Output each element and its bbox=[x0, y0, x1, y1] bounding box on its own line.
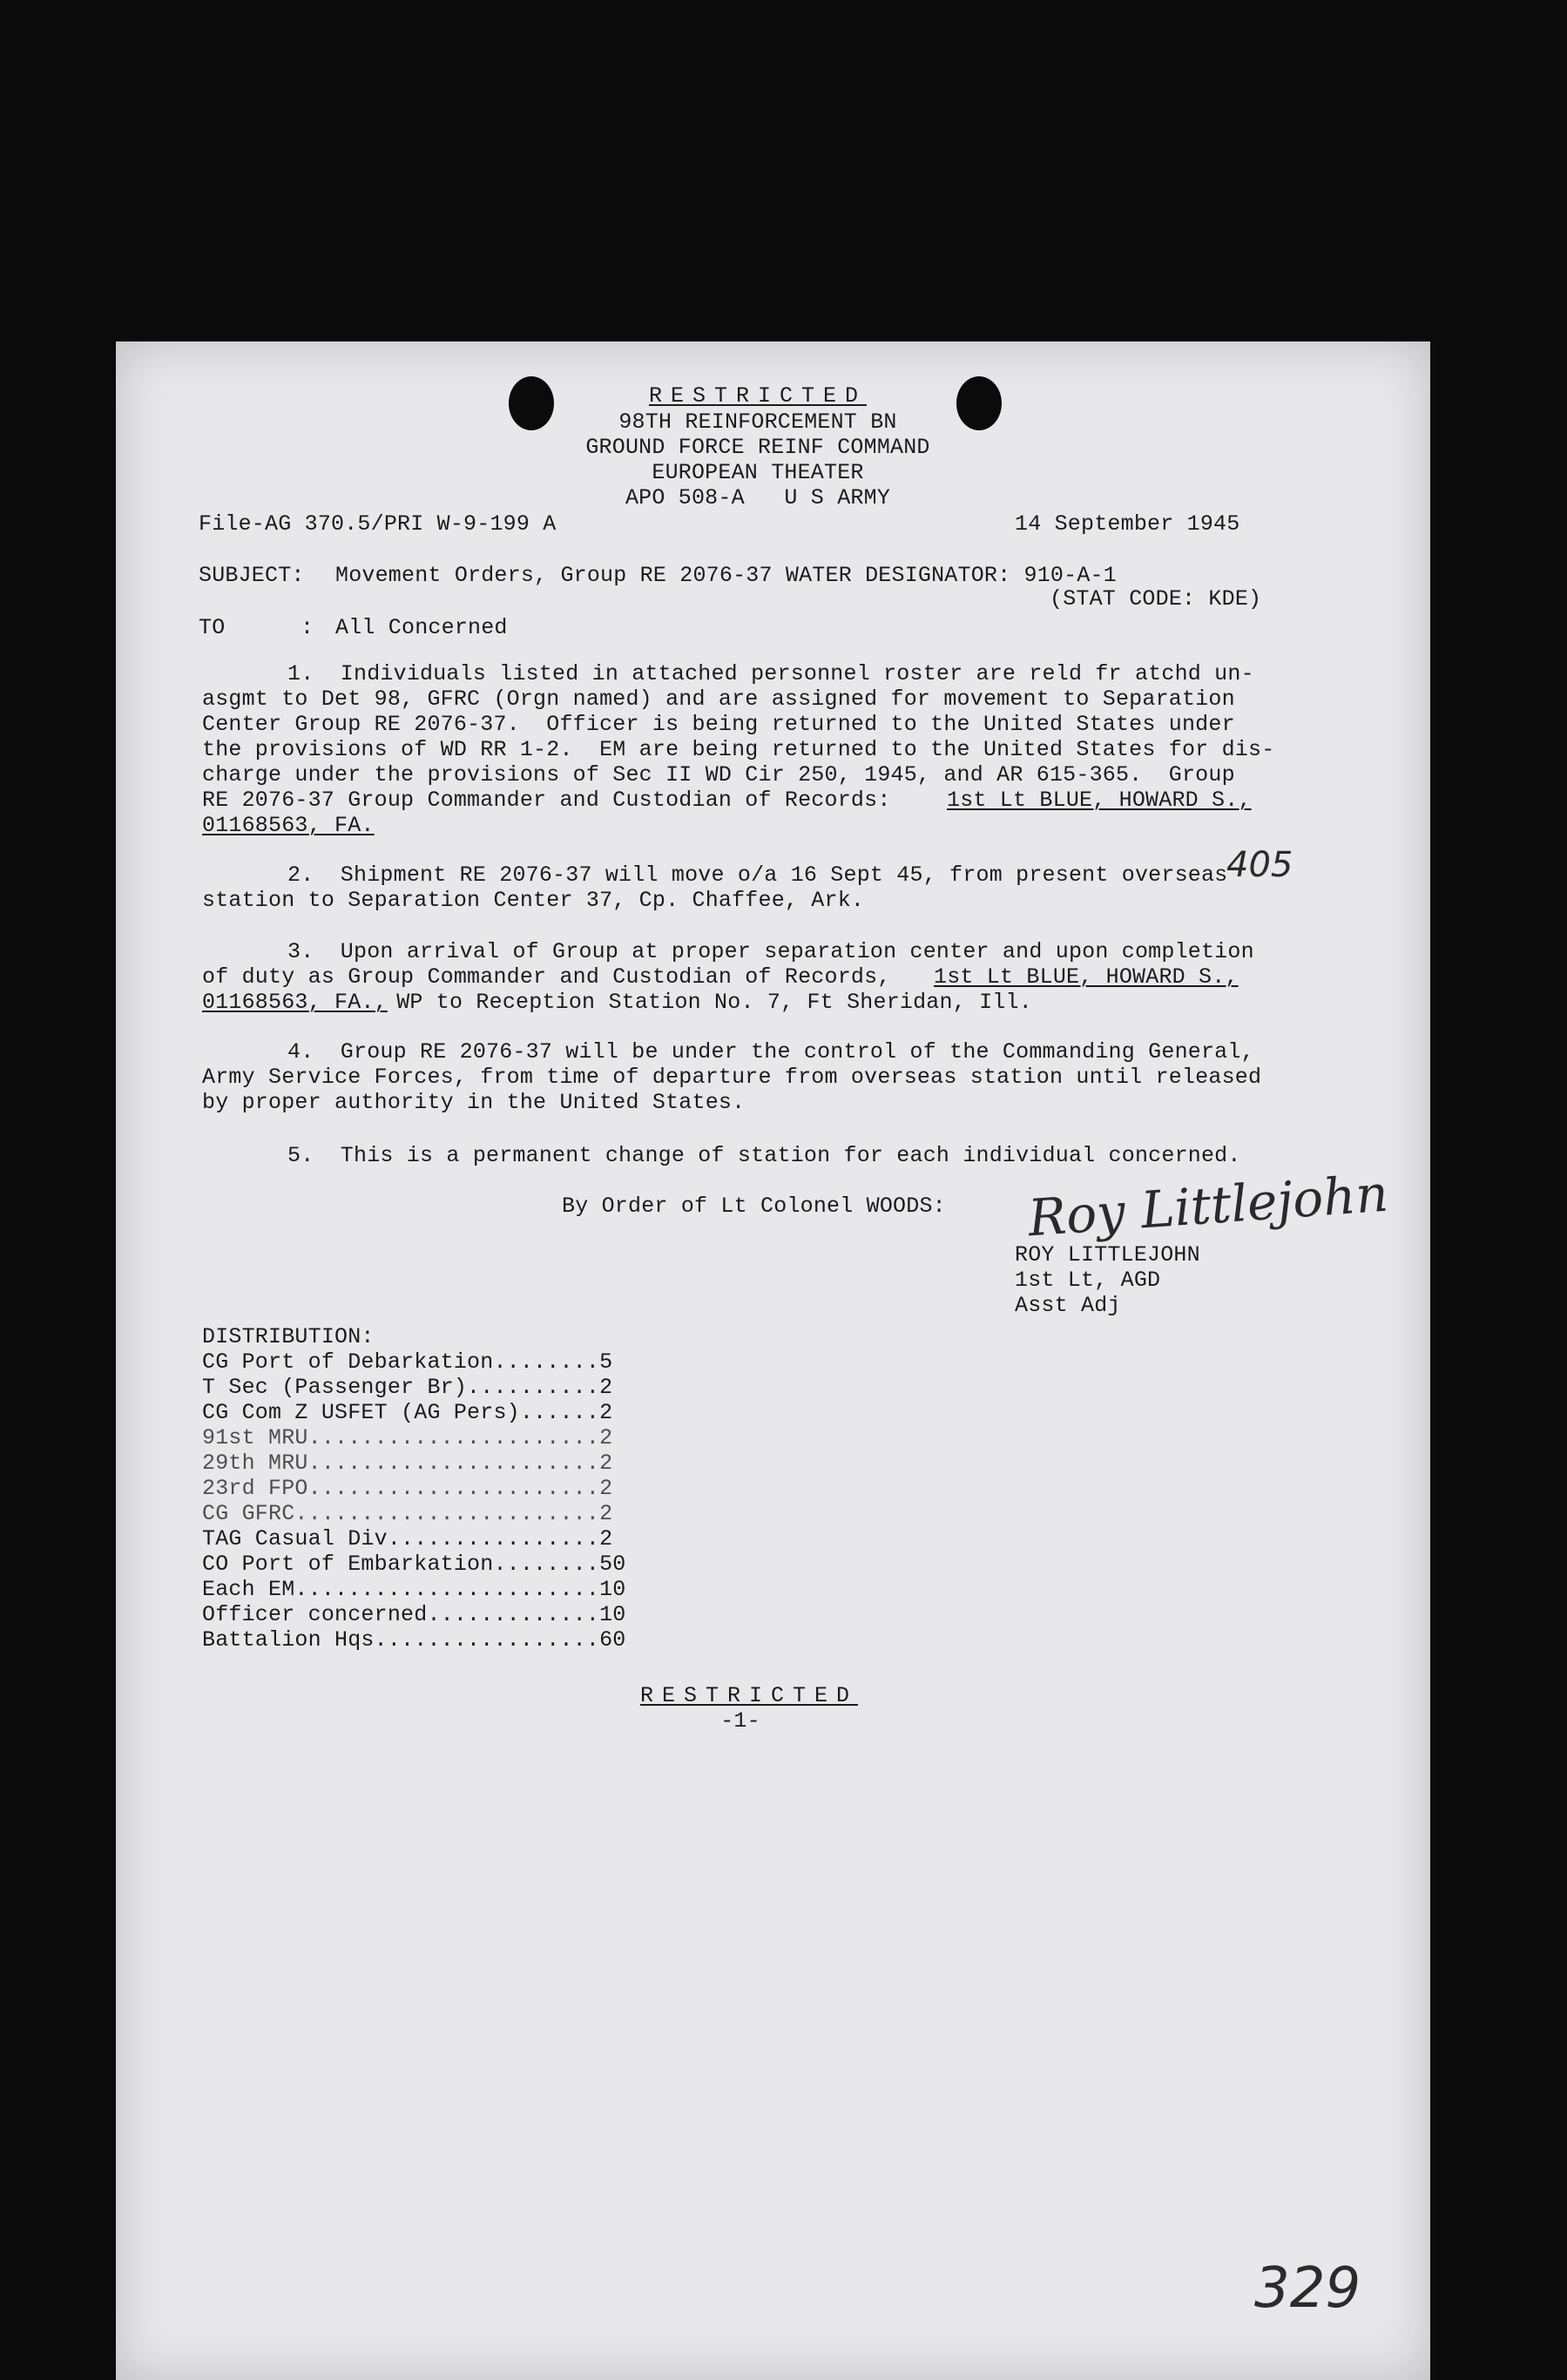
para-1-line-4: the provisions of WD RR 1-2. EM are being returned to the United States for dis- bbox=[202, 737, 1275, 762]
handwritten-stamp-number: 405 bbox=[1226, 845, 1293, 885]
subject-label: SUBJECT: bbox=[199, 563, 305, 588]
para-5-line-1: 5. This is a permanent change of station for each individual concerned. bbox=[287, 1143, 1241, 1168]
stat-code: (STAT CODE: KDE) bbox=[1050, 586, 1262, 612]
distribution-row: CG GFRC.......................2 bbox=[202, 1501, 613, 1526]
distribution-row: CG Com Z USFET (AG Pers)......2 bbox=[202, 1400, 613, 1425]
distribution-row: CG Port of Debarkation........5 bbox=[202, 1349, 613, 1375]
by-order-line: By Order of Lt Colonel WOODS: bbox=[562, 1193, 946, 1219]
handwritten-signature: Roy Littlejohn bbox=[1026, 1163, 1390, 1248]
classification-top: RESTRICTED bbox=[648, 383, 868, 409]
subject-text: Movement Orders, Group RE 2076-37 WATER DESIGNATOR: 910-A-1 bbox=[335, 563, 1117, 588]
distribution-row: Officer concerned.............10 bbox=[202, 1602, 626, 1627]
apo-line: APO 508-A U S ARMY bbox=[625, 485, 891, 510]
distribution-row: CO Port of Embarkation........50 bbox=[202, 1552, 626, 1577]
distribution-row: 91st MRU......................2 bbox=[202, 1425, 613, 1450]
officer-serial-underlined: 01168563, FA. bbox=[202, 813, 375, 838]
para-3-line-3: WP to Reception Station No. 7, Ft Sheridan, Ill. bbox=[383, 990, 1032, 1015]
signer-title: Asst Adj bbox=[1015, 1293, 1121, 1318]
signer-rank: 1st Lt, AGD bbox=[1015, 1268, 1161, 1293]
para-1-line-6: RE 2076-37 Group Commander and Custodian of Records: bbox=[202, 788, 891, 813]
para-1-line-5: charge under the provisions of Sec II WD Cir 250, 1945, and AR 615-365. Group bbox=[202, 762, 1235, 788]
distribution-row: T Sec (Passenger Br)..........2 bbox=[202, 1375, 613, 1400]
document-date: 14 September 1945 bbox=[1015, 511, 1240, 537]
command-name: GROUND FORCE REINF COMMAND bbox=[585, 435, 930, 460]
to-text: All Concerned bbox=[335, 615, 508, 640]
classification-bottom: RESTRICTED bbox=[639, 1683, 859, 1708]
handwritten-sheet-number: 329 bbox=[1254, 2256, 1361, 2321]
theater-name: EUROPEAN THEATER bbox=[652, 460, 864, 485]
para-1-line-2: asgmt to Det 98, GFRC (Orgn named) and are assigned for movement to Separation bbox=[202, 686, 1235, 712]
signer-name: ROY LITTLEJOHN bbox=[1015, 1242, 1200, 1268]
para-4-line-3: by proper authority in the United States. bbox=[202, 1090, 746, 1115]
para-4-line-1: 4. Group RE 2076-37 will be under the control of the Commanding General, bbox=[287, 1039, 1254, 1065]
para-1-line-1: 1. Individuals listed in attached personnel roster are reld fr atchd un- bbox=[287, 661, 1254, 686]
para-3-line-1: 3. Upon arrival of Group at proper separation center and upon completion bbox=[287, 939, 1254, 964]
para-2-line-2: station to Separation Center 37, Cp. Chaffee, Ark. bbox=[202, 888, 865, 913]
to-label: TO bbox=[199, 615, 226, 640]
distribution-row: 23rd FPO......................2 bbox=[202, 1476, 613, 1501]
distribution-row: Battalion Hqs.................60 bbox=[202, 1627, 626, 1653]
distribution-label: DISTRIBUTION: bbox=[202, 1324, 375, 1349]
to-colon: : bbox=[301, 615, 314, 640]
distribution-row: Each EM.......................10 bbox=[202, 1577, 626, 1602]
para-1-line-3: Center Group RE 2076-37. Officer is being returned to the United States under bbox=[202, 712, 1235, 737]
page-number: -1- bbox=[720, 1708, 760, 1734]
file-reference: File-AG 370.5/PRI W-9-199 A bbox=[199, 511, 557, 537]
unit-name: 98TH REINFORCEMENT BN bbox=[618, 409, 897, 435]
para-2-line-1: 2. Shipment RE 2076-37 will move o/a 16 Sept 45, from present overseas bbox=[287, 862, 1228, 888]
officer-serial-underlined-2: 01168563, FA., bbox=[202, 990, 388, 1015]
distribution-row: TAG Casual Div................2 bbox=[202, 1526, 613, 1552]
officer-name-underlined-2: 1st Lt BLUE, HOWARD S., bbox=[934, 964, 1239, 990]
para-4-line-2: Army Service Forces, from time of departure from overseas station until released bbox=[202, 1065, 1262, 1090]
para-3-line-2: of duty as Group Commander and Custodian of Records, bbox=[202, 964, 891, 990]
officer-name-underlined: 1st Lt BLUE, HOWARD S., bbox=[947, 788, 1252, 813]
distribution-row: 29th MRU......................2 bbox=[202, 1450, 613, 1476]
